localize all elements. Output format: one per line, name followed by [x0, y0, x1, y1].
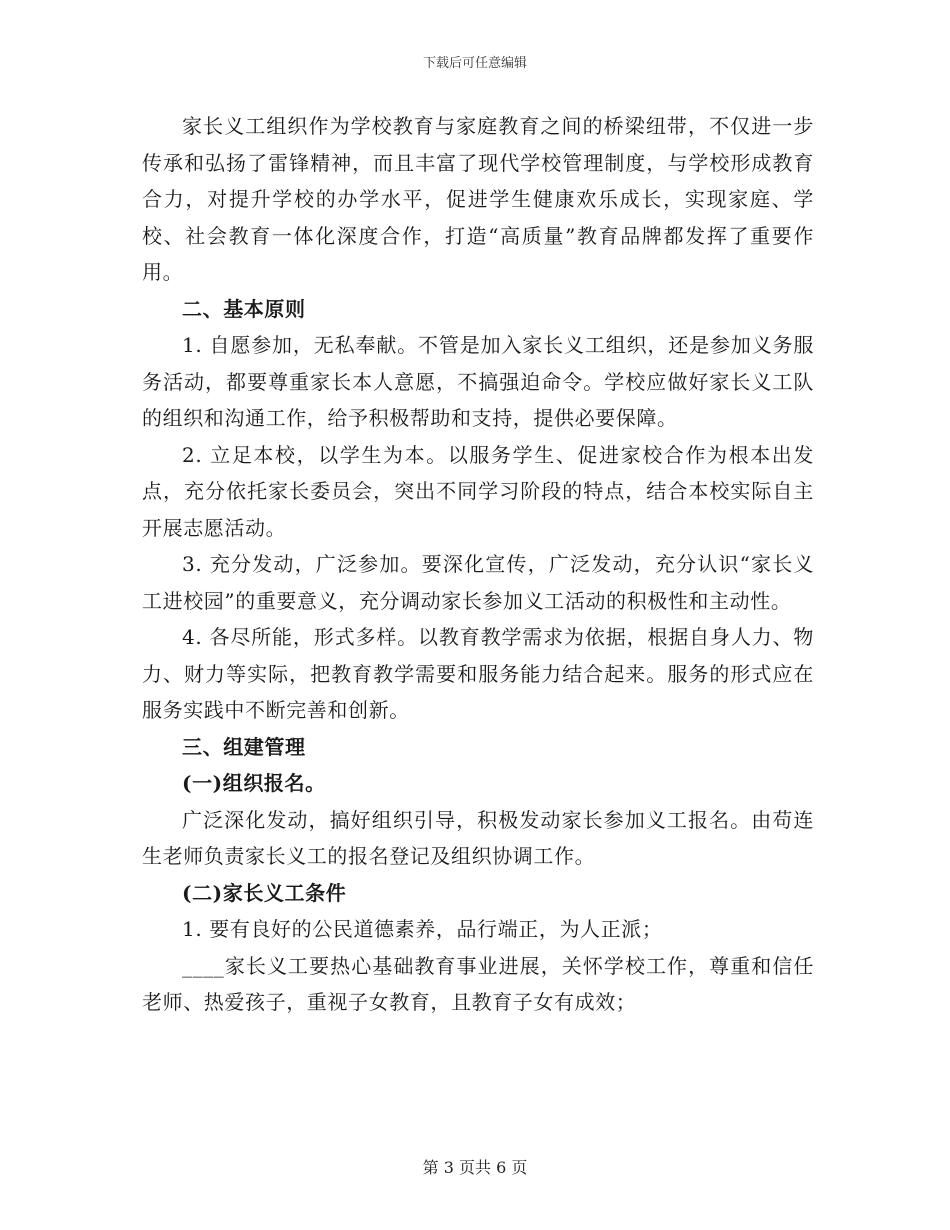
paragraph-registration: 广泛深化发动，搞好组织引导，积极发动家长参加义工报名。由苟连生老师负责家长义工的报名登记及组织协调工作。 — [142, 807, 814, 868]
subheading-conditions: (二)家长义工条件 — [182, 880, 347, 905]
page-header-note: 下载后可任意编辑 — [422, 56, 527, 71]
document-body — [142, 108, 814, 1021]
page-number: 第 3 页共 6 页 — [422, 1158, 528, 1177]
section-heading-management: 三、组建管理 — [182, 734, 306, 759]
paragraph-intro: 家长义工组织作为学校教育与家庭教育之间的桥梁纽带，不仅进一步传承和弘扬了雷锋精神，而且丰富了现代学校管理制度，与学校形成教育合力，对提升学校的办学水平，促进学生健康欢乐成长，实现家庭、学校、社会教育一体化深度合作，打造“高质量”教育品牌都发挥了重要作用。 — [142, 114, 814, 284]
condition-2: ____家长义工要热心基础教育事业进展，关怀学校工作，尊重和信任老师、热爱孩子，重视子女教育，且教育子女有成效； — [142, 953, 814, 1014]
section-heading-principles: 二、基本原则 — [182, 296, 306, 321]
subheading-registration: (一)组织报名。 — [182, 771, 326, 795]
condition-1: 1. 要有良好的公民道德素养，品行端正，为人正派； — [182, 917, 663, 941]
principle-3: 3. 充分发动，广泛参加。要深化宣传，广泛发动，充分认识“家长义工进校园”的重要意义，充分调动家长参加义工活动的积极性和主动性。 — [142, 552, 814, 613]
principle-2: 2. 立足本校，以学生为本。以服务学生、促进家校合作为根本出发点，充分依托家长委员会，突出不同学习阶段的特点，结合本校实际自主开展志愿活动。 — [142, 442, 814, 540]
principle-4: 4. 各尽所能，形式多样。以教育教学需求为依据，根据自身人力、物力、财力等实际，把教育教学需要和服务能力结合起来。服务的形式应在服务实践中不断完善和创新。 — [142, 625, 814, 722]
principle-1: 1. 自愿参加，无私奉献。不管是加入家长义工组织，还是参加义务服务活动，都要尊重家长本人意愿，不搞强迫命令。学校应做好家长义工队的组织和沟通工作，给予积极帮助和支持，提供必要保障。 — [142, 333, 814, 430]
